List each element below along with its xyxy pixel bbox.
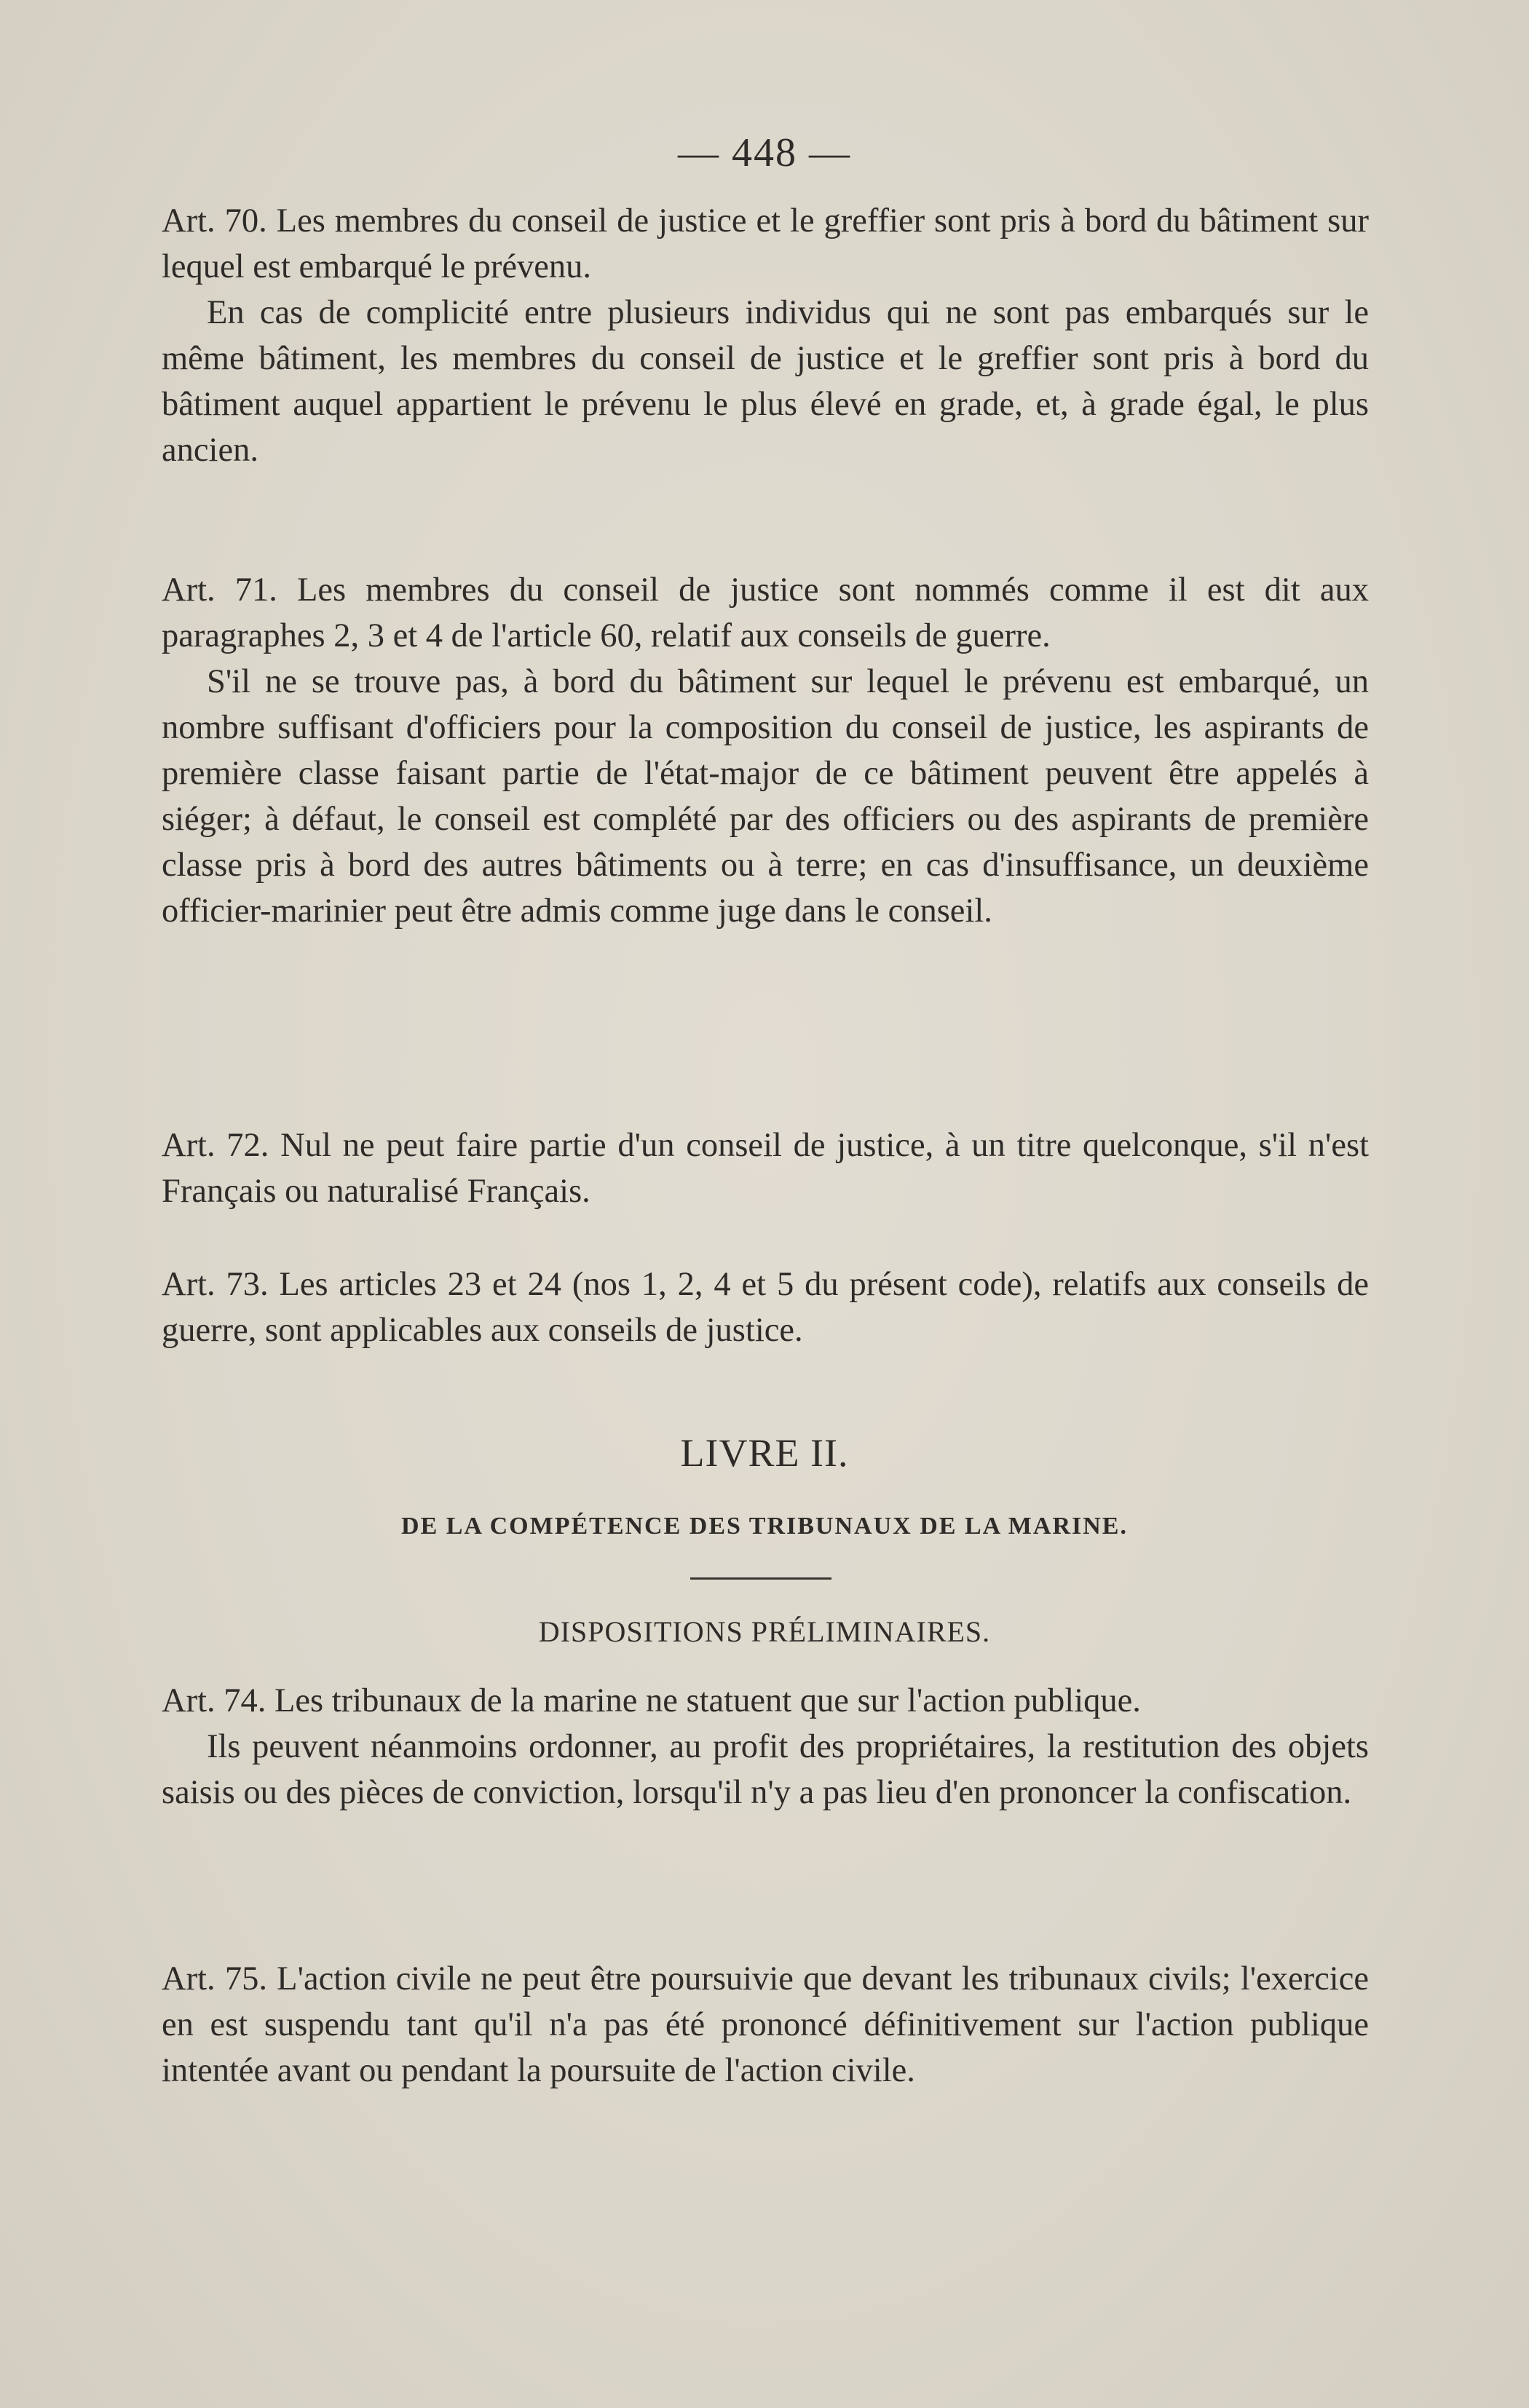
article-70	[162, 198, 1369, 473]
article-74-paragraph-2: Ils peuvent néanmoins ordonner, au profit des propriétaires, la restitution des objets saisis ou des pièces de conviction, lorsqu'il n'y a pas lieu d'en prononcer la confiscation.	[162, 1728, 1369, 1811]
book-subtitle: DE LA COMPÉTENCE DES TRIBUNAUX DE LA MARINE.	[401, 1513, 1128, 1540]
article-70-paragraph-2: En cas de complicité entre plusieurs individus qui ne sont pas embarqués sur le même bâtiment, les membres du conseil de justice et le greffier sont pris à bord du bâtiment auquel appartient le prévenu le plus élevé en grade, et, à grade égal, le plus ancien.	[162, 294, 1369, 469]
article-71-paragraph-1: Art. 71. Les membres du conseil de justice sont nommés comme il est dit aux paragraphes 2, 3 et 4 de l'article 60, relatif aux conseils de guerre.	[162, 571, 1369, 654]
article-74	[162, 1678, 1369, 1815]
article-73-paragraph-1: Art. 73. Les articles 23 et 24 (nos 1, 2, 4 et 5 du présent code), relatifs aux conseils de guerre, sont applicables aux conseils de justice.	[162, 1266, 1369, 1349]
article-71-paragraph-2: S'il ne se trouve pas, à bord du bâtiment sur lequel le prévenu est embarqué, un nombre suffisant d'officiers pour la composition du conseil de justice, les aspirants de première classe faisant partie de l'état-major de ce bâtiment peuvent être appelés à siéger; à défaut, le conseil est complété par des officiers ou des aspirants de première classe pris à bord des autres bâtiments ou à terre; en cas d'insuffisance, un deuxième officier-marinier peut être admis comme juge dans le conseil.	[162, 663, 1369, 930]
section-title: DISPOSITIONS PRÉLIMINAIRES.	[538, 1615, 991, 1648]
section-divider	[690, 1577, 831, 1580]
book-title: LIVRE II.	[680, 1431, 849, 1475]
article-75	[162, 1956, 1369, 2094]
article-75-paragraph-1: Art. 75. L'action civile ne peut être poursuivie que devant les tribunaux civils; l'exercice en est suspendu tant qu'il n'a pas été prononcé définitivement sur l'action publique intentée avant ou pendant la poursuite de l'action civile.	[162, 1960, 1369, 2089]
article-73	[162, 1262, 1369, 1353]
article-72	[162, 1122, 1369, 1214]
article-72-paragraph-1: Art. 72. Nul ne peut faire partie d'un conseil de justice, à un titre quelconque, s'il n'est Français ou naturalisé Français.	[162, 1127, 1369, 1210]
article-71	[162, 567, 1369, 934]
page-number: — 448 —	[678, 130, 851, 175]
article-74-paragraph-1: Art. 74. Les tribunaux de la marine ne statuent que sur l'action publique.	[162, 1682, 1141, 1719]
article-70-paragraph-1: Art. 70. Les membres du conseil de justice et le greffier sont pris à bord du bâtiment sur lequel est embarqué le prévenu.	[162, 202, 1369, 285]
